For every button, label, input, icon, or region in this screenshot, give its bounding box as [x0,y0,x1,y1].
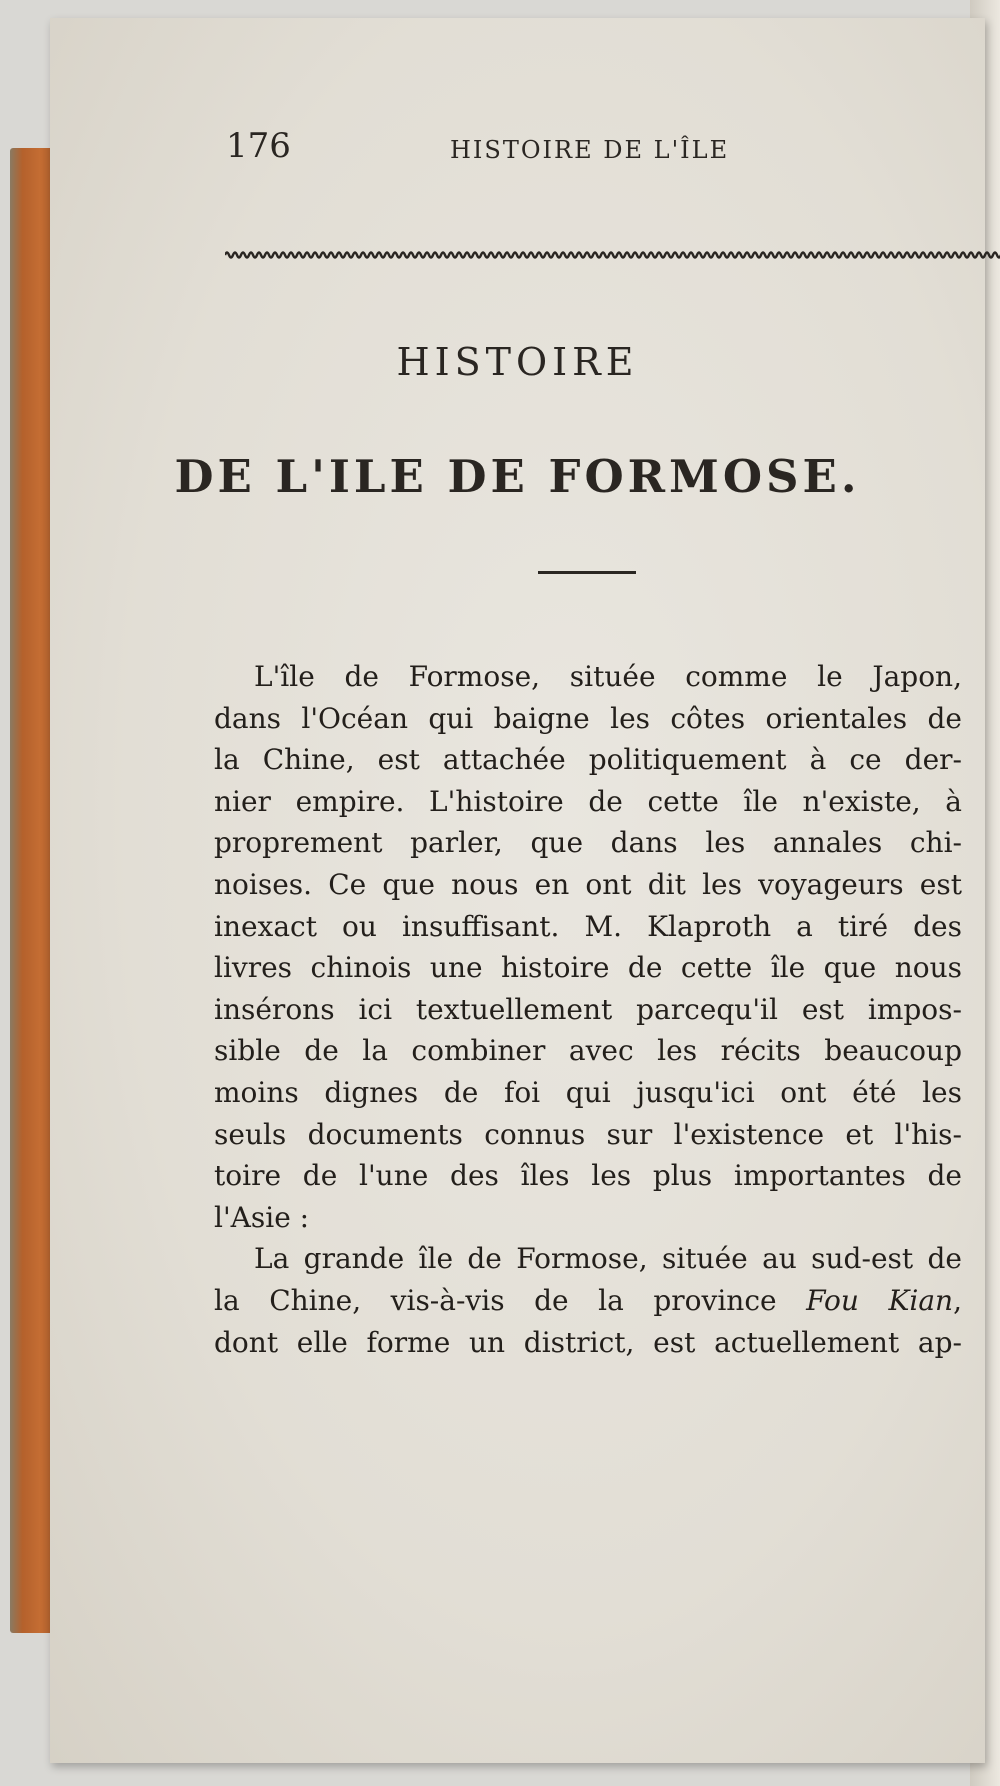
text-line: noises. Ce que nous en ont dit les voyageurs est [214,867,962,901]
italic-place-name: Fou Kian [806,1283,954,1317]
text-line: nier empire. L'histoire de cette île n'existe, à [214,784,962,818]
text-line: moins dignes de foi qui jusqu'ici ont été les [214,1075,962,1109]
wavy-rule-ornament [225,250,1000,260]
text-line: dans l'Océan qui baigne les côtes orientales de [214,701,962,735]
text-line: L'île de Formose, située comme le Japon, [254,660,962,693]
text-line: proprement parler, que dans les annales chi- [214,826,962,860]
text-line: La grande île de Formose, située au sud-est de [254,1242,962,1276]
text-line: seuls documents connus sur l'existence et l'his- [214,1117,962,1151]
running-header: HISTOIRE DE L'ÎLE [450,136,730,164]
text-line: livres chinois une histoire de cette île que nous [214,951,962,985]
text-line: l'Asie : [214,1200,310,1234]
text-line: insérons ici textuellement parcequ'il est impos- [214,992,962,1026]
text-line: toire de l'une des îles les plus importantes de [214,1159,962,1193]
text-line: sible de la combiner avec les récits beaucoup [214,1034,962,1068]
text-line: la Chine, est attachée politiquement à ce der- [214,743,962,777]
chapter-title-line1: HISTOIRE [396,340,639,384]
body-text [214,656,962,1363]
title-separator-rule [538,571,636,574]
text-segment: la Chine, vis-à-vis de la province [214,1283,777,1317]
chapter-title-line2: DE L'ILE DE FORMOSE. [174,450,861,503]
text-segment: , [953,1283,962,1317]
text-line [214,1280,962,1322]
page-number: 176 [226,126,291,166]
book-page [50,18,985,1763]
text-line: inexact ou insuffisant. M. Klaproth a tiré des [214,909,962,943]
text-line: dont elle forme un district, est actuellement ap- [214,1325,962,1359]
